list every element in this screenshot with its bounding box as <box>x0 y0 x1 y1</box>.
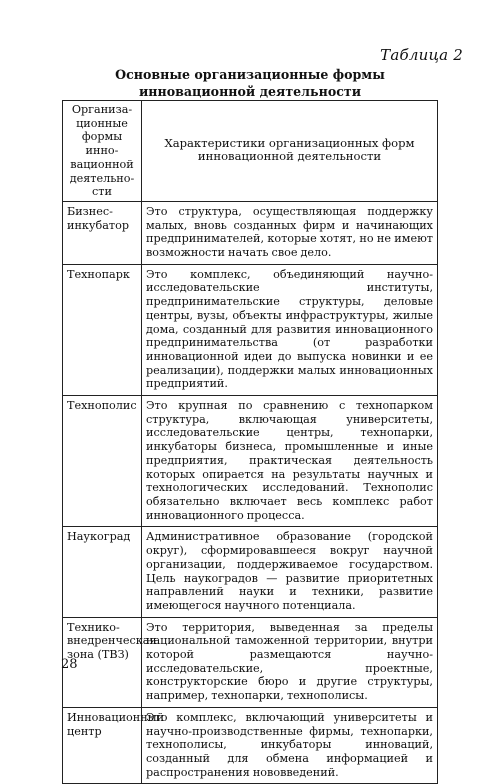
form-name: Технопарк <box>63 264 142 395</box>
table-header-row <box>63 101 438 202</box>
form-name: Инновационный центр <box>63 707 142 784</box>
form-name: Наукоград <box>63 527 142 617</box>
page-number: 28 <box>61 657 78 672</box>
header-characteristics: Характеристики организационных форм инновационной деятельности <box>142 101 438 202</box>
form-name: Технико-внедренческая зона (ТВЗ) <box>63 617 142 707</box>
form-description: Это комплекс, включающий университеты и научно-производственные фирмы, технопарки, технополисы, инкубаторы инноваций, созданный для обмена информацией и распространения нововведений. <box>142 707 438 784</box>
table-row <box>63 396 438 527</box>
table-row <box>63 617 438 707</box>
table-title: Основные организационные формы инновационной деятельности <box>115 67 385 99</box>
table-caption: Таблица 2 <box>380 46 463 64</box>
table-row <box>63 707 438 784</box>
organizational-forms-table <box>62 100 438 784</box>
table-row <box>63 264 438 395</box>
form-description: Это территория, выведенная за пределы национальной таможенной территории, внутри которой размещаются научно-исследовательские, проектные, конструкторские бюро и другие структуры, например, технопарки, технополисы. <box>142 617 438 707</box>
form-description: Это структура, осуществляющая поддержку малых, вновь созданных фирм и начинающих предпринимателей, которые хотят, но не имеют возможности начать свое дело. <box>142 201 438 264</box>
table-row <box>63 527 438 617</box>
form-description: Это крупная по сравнению с технопарком структура, включающая университеты, исследовательские центры, технопарки, инкубаторы бизнеса, промышленные и иные предприятия, практическая деятельность которых опирается на результаты научных и технологических исследований. Технополис обязательно включает весь комплекс работ инновационного процесса. <box>142 396 438 527</box>
form-description: Административное образование (городской округ), сформировавшееся вокруг научной организации, поддерживаемое государством. Цель наукоградов — развитие приоритетных направлений науки и техники, развитие имеющегося научного потенциала. <box>142 527 438 617</box>
form-name: Бизнес-инкубатор <box>63 201 142 264</box>
table-row <box>63 201 438 264</box>
header-forms: Организационные формы инновационной деятельности <box>63 101 142 202</box>
form-name: Технополис <box>63 396 142 527</box>
form-description: Это комплекс, объединяющий научно-исследовательские институты, предпринимательские структуры, деловые центры, вузы, объекты инфраструктуры, жилые дома, созданный для развития инновационного предпринимательства (от разработки инновационной идеи до выпуска новинки и ее реализации), поддержки малых инновационных предприятий. <box>142 264 438 395</box>
